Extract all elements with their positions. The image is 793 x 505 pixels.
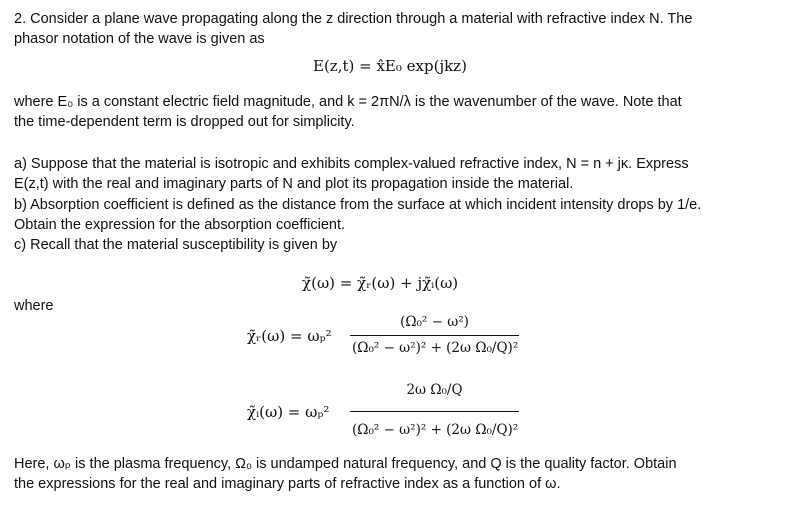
chi-r-denominator: (Ω₀² − ω²)² + (2ω Ω₀/Q)² bbox=[352, 340, 519, 356]
intro-line-1: 2. Consider a plane wave propagating along the z direction through a material with refractive index N. The bbox=[14, 11, 693, 27]
where-line-1: where E₀ is a constant electric field magnitude, and k = 2πN/λ is the wavenumber of the wave. Note that bbox=[14, 94, 682, 110]
part-a-line-1: a) Suppose that the material is isotropic and exhibits complex-valued refractive index, N = n + jκ. Express bbox=[14, 156, 689, 172]
susceptibility-equation: χ̃(ω) = χ̃ᵣ(ω) + jχ̃ᵢ(ω) bbox=[302, 274, 459, 292]
chi-i-lhs: χ̃ᵢ(ω) = ωₚ² bbox=[247, 403, 330, 421]
part-c-line-1: c) Recall that the material susceptibility is given by bbox=[14, 237, 338, 253]
part-b-line-2: Obtain the expression for the absorption coefficient. bbox=[14, 217, 346, 233]
here-line-1: Here, ωₚ is the plasma frequency, Ω₀ is undamped natural frequency, and Q is the quality factor. Obtain bbox=[14, 456, 677, 472]
chi-i-denominator: (Ω₀² − ω²)² + (2ω Ω₀/Q)² bbox=[352, 422, 519, 438]
part-a-line-2: E(z,t) with the real and imaginary parts of N and plot its propagation inside the material. bbox=[14, 176, 574, 192]
part-b-line-1: b) Absorption coefficient is defined as the distance from the surface at which incident intensity drops by 1/e. bbox=[14, 197, 702, 213]
where-label: where bbox=[14, 298, 54, 314]
chi-r-numerator: (Ω₀² − ω²) bbox=[400, 314, 469, 330]
chi-r-fraction-bar bbox=[350, 335, 519, 336]
where-line-2: the time-dependent term is dropped out for simplicity. bbox=[14, 114, 355, 130]
wave-equation: E(z,t) = x̂E₀ exp(jkz) bbox=[313, 57, 467, 75]
chi-i-numerator: 2ω Ω₀/Q bbox=[406, 382, 463, 398]
chi-r-lhs: χ̃ᵣ(ω) = ωₚ² bbox=[247, 327, 332, 345]
here-line-2: the expressions for the real and imaginary parts of refractive index as a function of ω. bbox=[14, 476, 561, 492]
intro-line-2: phasor notation of the wave is given as bbox=[14, 31, 265, 47]
chi-i-fraction-bar bbox=[350, 411, 519, 412]
